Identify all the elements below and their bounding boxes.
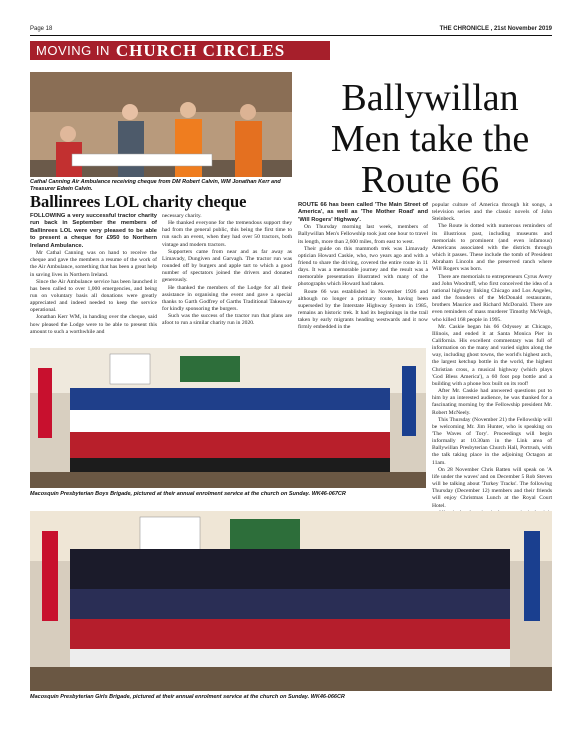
route66-paragraph: The Route is dotted with numerous reminders of its illustrious past, including museums and memorials to prominent (and even infamous) Americans associated with the districts through which it passes. These include the tomb of President Abraham Lincoln and the preserved ranch where Will Rogers was born. xyxy=(432,223,552,273)
lol-paragraph: Supporters came from near and as far away as Limavady, Dungiven and Garvagh. The tractor run was rounded off by burgers and apple tart to which a good number of spectators joined the drivers and donated generously. xyxy=(162,248,292,284)
section-banner xyxy=(30,41,330,60)
route66-paragraph: After Mr. Caskie had answered questions put to him by an interested audience, he was thanked for a fascinating morning by the Fellowship president Mr. Robert McNeely. xyxy=(432,388,552,416)
lol-paragraph: Such was the success of the tractor run that plans are afoot to run a similar charity run in 2020. xyxy=(162,313,292,327)
page-number: Page 18 xyxy=(30,26,53,32)
route66-column-1 xyxy=(298,202,428,345)
boys-brigade-photo xyxy=(30,348,426,488)
route66-paragraph: On 28 November Chris Batten will speak on 'A life under the waves' and on December 5 Rob Steven will be talking about 'Turkey Tracks'. The following Thursday (December 12) members and their friends will enjoy Christmas Lunch at the Royal Court Hotel. xyxy=(432,466,552,509)
cheque-photo-caption: Cathal Canning Air Ambulance receiving cheque from DM Robert Calvin, WM Jonathan Kerr and Treasurer Edwin Calvin. xyxy=(30,179,281,192)
route66-paragraph: popular culture of America through hit songs, a television series and the classic novels of John Steinbeck. xyxy=(432,202,552,223)
header-rule xyxy=(30,35,552,36)
boys-brigade-caption: Macosquin Presbyterian Boys Brigade, pictured at their annual enrolment service at the church on Sunday. WK46-067CR xyxy=(30,491,346,497)
route66-paragraph: Route 66 was established in November 1926 and although no longer a primary route, having been superseded by the Interstate Highway System in 1985, remains an historic trek. It had its beginnings in the trail taken by early migrants heading westwards and it now firmly embedded in the xyxy=(298,288,428,331)
girls-brigade-photo xyxy=(30,511,552,691)
lol-paragraph: Jonathan Kerr WM, in handing over the cheque, said how pleased the Lodge were to be able to present this amount to such a worthwhile and xyxy=(30,314,157,335)
lol-paragraph: FOLLOWING a very successful tractor charity run back in September the members of Ballinrees LOL were very pleased to be able to present a cheque for £950 to Northern Ireland Ambulance. xyxy=(30,213,157,249)
page-header xyxy=(30,24,552,36)
route66-headline-line-1: Ballywillan xyxy=(341,77,519,119)
route66-paragraph: Mr. Caskie began his 66 Odyssey at Chicago, Illinois, and ended it at Santa Monica Pier in California. His excellent commentary was full of information on the many and varied sights along the way, including ghost towns, the world's highest arch, the largest ketchup bottle in the world, the highest Christian cross, a musical highway (which plays 'God Bless America'), a 60 foot pop bottle and a building with a phone box built on its roof! xyxy=(432,323,552,387)
section-label-main: CHURCH CIRCLES xyxy=(115,40,286,60)
lol-column-1 xyxy=(30,213,157,345)
route66-paragraph: There are memorials to entrepreneurs Cyrus Avery and John Woodruff, who first conceived the idea of a national highway linking Chicago and Los Angeles, and the founders of the McDonald restaurants, brothers Maurice and Richard McDonald. There are even reminders of mass murderer Timothy McVeigh, who killed 168 people in 1995. xyxy=(432,273,552,323)
route66-column-2 xyxy=(432,202,552,509)
lol-paragraph: necessary charity. xyxy=(162,213,202,219)
publication-line: THE CHRONICLE , 21st November 2019 xyxy=(439,26,552,32)
route66-paragraph: This Thursday (November 21) the Fellowship will be welcoming Mr. Jim Hunter, who is speaking on 'The Waves of Tory'. Proceedings will begin informally at 10.30am in the Link area of Ballywillan Presbyterian Church Hall, Portrush, with the talk taking place in the adjoining Octagon at 11am. xyxy=(432,416,552,466)
route66-headline-line-2: Men take the xyxy=(330,118,530,161)
lol-paragraph: Since the Air Ambulance service has been launched it has been called to over 1,000 emergencies, and being run on voluntary basis all donations were greatly appreciated and indeed needed to keep the service operational. xyxy=(30,278,157,314)
girls-brigade-caption: Macosquin Presbyterian Girls Brigade, pictured at their annual enrolment service at the church on Sunday. WK46-066CR xyxy=(30,694,345,700)
lol-headline: Ballinrees LOL charity cheque xyxy=(30,192,247,211)
lol-paragraph: Mr Cathal Canning was on hand to receive the cheque and gave the members a resume of the work of the Air Ambulance, something that has been a great help in saving lives in Northern Ireland. xyxy=(30,250,157,278)
lol-paragraph: He thanked everyone for the tremendous support they had from the general public, this being the first time to run such an event, when they had over 50 tractors, both vintage and modern tractors. xyxy=(162,220,292,248)
route66-paragraph: ROUTE 66 has been called 'The Main Street of America', as well as 'The Mother Road' and 'Will Rogers' Highway'. xyxy=(298,202,428,223)
route66-paragraph: On Thursday morning last week, members of Ballywillan Men's Fellowship took just one hour to travel its length, more than 2,600 miles, from east to west. xyxy=(298,224,428,245)
lol-paragraph: He thanked the members of the Lodge for all their assistance in organising the event and gave a special thanks to Garth Godfrey of Garths Traditional Takeaway for kindly sponsoring the burgers. xyxy=(162,284,292,313)
cheque-presentation-photo xyxy=(30,72,292,177)
route66-headline xyxy=(300,78,560,201)
lol-column-2 xyxy=(162,213,292,345)
route66-paragraph: Their guide on this mammoth trek was Limavady optician Howard Caskie, who, two years ago and with a friend to share the driving, covered the entire route in 11 days. It was a memorable journey and the result was a memorable presentation illustrated with many of the photographs which Howard had taken. xyxy=(298,245,428,288)
route66-headline-line-3: Route 66 xyxy=(360,159,500,202)
section-label-prefix: MOVING IN xyxy=(36,43,110,58)
